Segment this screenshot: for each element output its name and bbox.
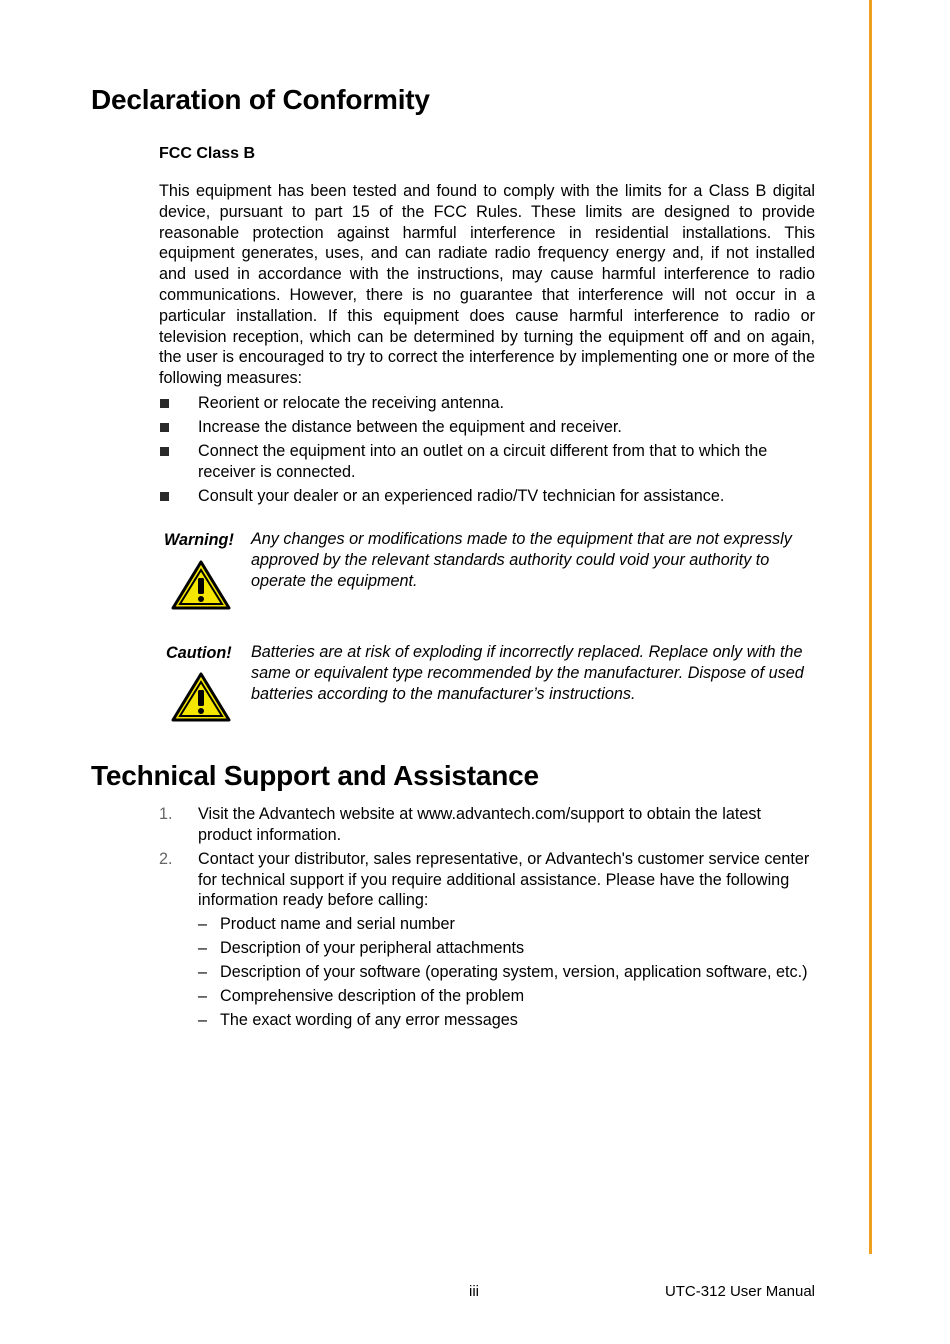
dash-bullet-icon: – bbox=[198, 939, 208, 958]
warning-triangle-icon bbox=[171, 560, 231, 610]
warning-text: Any changes or modifications made to the equipment that are not expressly approved by the relevant standards authority could void your authority to operate the equipment. bbox=[251, 530, 792, 590]
fcc-paragraph: This equipment has been tested and found to comply with the limits for a Class B digital device, pursuant to part 15 of the FCC Rules. These limits are designed to provide reasonable protection against harmful interference in residential installations. This equipment generates, uses, and can radiate radio frequency energy and, if not installed and used in accordance with the instructions, may cause harmful interference to radio communications. However, there is no guarantee that interference will not occur in a particular installation. If this equipment does cause harmful interference to radio or television reception, which can be determined by turning the equipment off and on again, the user is encouraged to try to correct the interference by implementing one or more of the following measures: bbox=[159, 182, 815, 388]
required-info-list bbox=[198, 914, 815, 1031]
section-title-conformity: Declaration of Conformity bbox=[91, 84, 430, 115]
warning-label: Warning! bbox=[164, 531, 234, 549]
caution-label: Caution! bbox=[166, 644, 232, 662]
square-bullet-icon bbox=[160, 399, 169, 408]
list-item: 1. Visit the Advantech website at www.advantech.com/support to obtain the latest product information. bbox=[159, 805, 761, 844]
list-item: Connect the equipment into an outlet on a circuit different from that to which the receiver is connected. bbox=[159, 441, 815, 483]
list-item: – Description of your peripheral attachments bbox=[198, 939, 525, 958]
list-item: 2. Contact your distributor, sales representative, or Advantech's customer service center for technical support if you require additional assistance. Please have the following information ready before calling: – Product name and serial number – Description of your peripheral attachments – Description of your software (operating system, version, application software, etc.) – Comprehensive description of the problem – The exact wording of any error messages bbox=[159, 849, 815, 1031]
dash-bullet-icon: – bbox=[198, 987, 208, 1006]
dash-bullet-icon: – bbox=[198, 963, 208, 982]
list-item: Reorient or relocate the receiving antenna. bbox=[159, 393, 815, 414]
page-edge-rule bbox=[869, 0, 872, 1254]
square-bullet-icon bbox=[160, 492, 169, 501]
fcc-class-heading: FCC Class B bbox=[159, 145, 256, 162]
list-item: – Comprehensive description of the problem bbox=[198, 987, 525, 1006]
support-steps-list bbox=[159, 804, 815, 1034]
list-item: – The exact wording of any error messages bbox=[198, 1011, 518, 1030]
manual-title: UTC-312 User Manual bbox=[664, 1283, 815, 1300]
square-bullet-icon bbox=[160, 423, 169, 432]
list-number: 2. bbox=[159, 849, 173, 868]
section-title-support: Technical Support and Assistance bbox=[91, 760, 539, 791]
dash-bullet-icon: – bbox=[198, 915, 208, 934]
list-item: – Product name and serial number bbox=[198, 915, 455, 934]
list-item: – Description of your software (operating system, version, application software, etc.) bbox=[198, 963, 808, 982]
list-item: Increase the distance between the equipment and receiver. bbox=[159, 417, 815, 438]
dash-bullet-icon: – bbox=[198, 1011, 208, 1030]
caution-text: Batteries are at risk of exploding if incorrectly replaced. Replace only with the same or equivalent type recommended by the manufacturer. Dispose of used batteries according to the manufacturer’s instructions. bbox=[251, 643, 804, 703]
square-bullet-icon bbox=[160, 447, 169, 456]
page-number: iii bbox=[469, 1283, 479, 1300]
fcc-measures-list bbox=[159, 393, 815, 510]
list-number: 1. bbox=[159, 805, 173, 823]
list-item: Consult your dealer or an experienced radio/TV technician for assistance. bbox=[159, 486, 815, 507]
caution-triangle-icon bbox=[171, 672, 231, 722]
